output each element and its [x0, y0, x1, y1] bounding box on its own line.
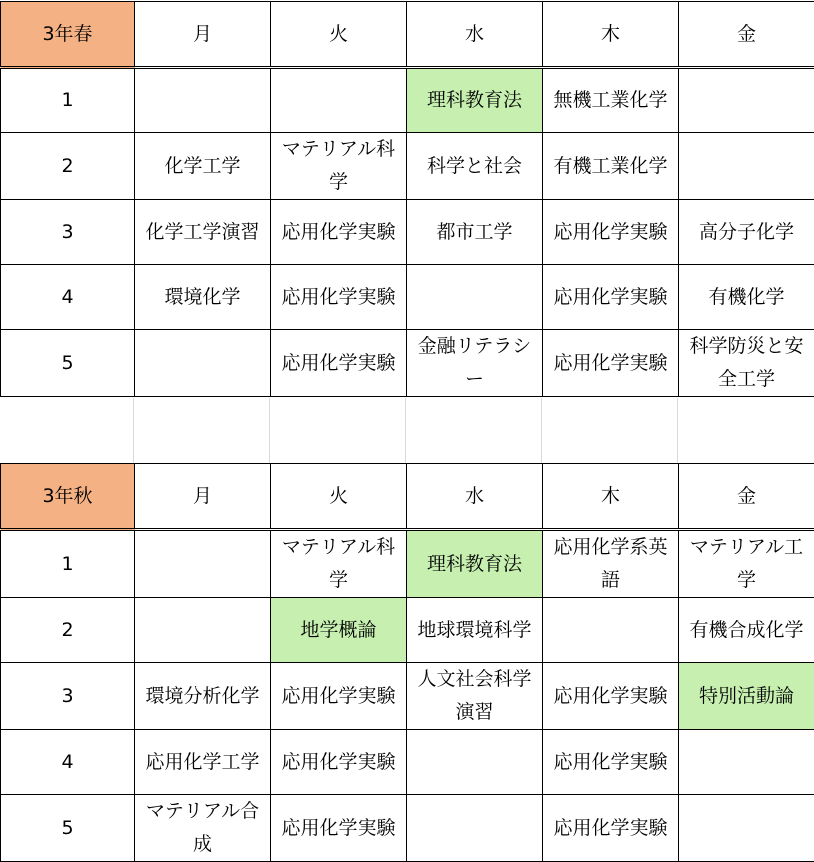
course-cell: 人文社会科学演習	[407, 663, 543, 730]
term-label: 3年春	[1, 2, 135, 68]
course-cell	[679, 68, 814, 133]
course-cell	[407, 795, 543, 862]
course-cell: 特別活動論	[679, 663, 814, 730]
course-cell: 地学概論	[271, 598, 407, 663]
course-cell	[543, 598, 679, 663]
course-cell	[407, 730, 543, 795]
course-cell: 応用化学実験	[543, 330, 679, 397]
course-cell: 応用化学実験	[271, 265, 407, 330]
day-header: 月	[135, 464, 271, 530]
period-row	[1, 265, 814, 330]
spacer-row	[0, 398, 814, 463]
course-cell: 高分子化学	[679, 200, 814, 265]
period-number: 2	[1, 133, 135, 200]
period-number: 5	[1, 330, 135, 397]
period-number: 3	[1, 200, 135, 265]
course-cell: 化学工学演習	[135, 200, 271, 265]
course-cell: マテリアル科学	[271, 133, 407, 200]
course-cell: 応用化学実験	[543, 730, 679, 795]
autumn-timetable	[0, 463, 814, 862]
period-row	[1, 795, 814, 862]
course-cell: 応用化学実験	[271, 795, 407, 862]
course-cell	[679, 795, 814, 862]
course-cell: 有機合成化学	[679, 598, 814, 663]
autumn-header-row	[1, 464, 814, 530]
period-row	[1, 530, 814, 598]
period-row	[1, 200, 814, 265]
course-cell: 応用化学実験	[271, 730, 407, 795]
course-cell	[135, 68, 271, 133]
course-cell: マテリアル科学	[271, 530, 407, 598]
spring-timetable	[0, 1, 814, 397]
day-header: 月	[135, 2, 271, 68]
day-header: 木	[543, 464, 679, 530]
course-cell: 有機化学	[679, 265, 814, 330]
course-cell: 応用化学実験	[271, 663, 407, 730]
course-cell: 応用化学実験	[543, 200, 679, 265]
period-row	[1, 730, 814, 795]
course-cell: 応用化学工学	[135, 730, 271, 795]
course-cell: 理科教育法	[407, 68, 543, 133]
course-cell: 科学防災と安全工学	[679, 330, 814, 397]
course-cell	[135, 598, 271, 663]
period-number: 4	[1, 265, 135, 330]
course-cell: 地球環境科学	[407, 598, 543, 663]
course-cell: マテリアル工学	[679, 530, 814, 598]
day-header: 金	[679, 2, 814, 68]
course-cell: 応用化学実験	[543, 265, 679, 330]
course-cell	[679, 730, 814, 795]
period-number: 1	[1, 530, 135, 598]
day-header: 火	[271, 2, 407, 68]
period-number: 5	[1, 795, 135, 862]
day-header: 水	[407, 2, 543, 68]
course-cell	[679, 133, 814, 200]
course-cell: 環境分析化学	[135, 663, 271, 730]
day-header: 金	[679, 464, 814, 530]
period-row	[1, 663, 814, 730]
day-header: 火	[271, 464, 407, 530]
course-cell	[271, 68, 407, 133]
course-cell: 金融リテラシー	[407, 330, 543, 397]
course-cell	[135, 330, 271, 397]
course-cell: 応用化学実験	[271, 330, 407, 397]
period-number: 4	[1, 730, 135, 795]
period-number: 2	[1, 598, 135, 663]
course-cell: 環境化学	[135, 265, 271, 330]
course-cell: 化学工学	[135, 133, 271, 200]
course-cell: 科学と社会	[407, 133, 543, 200]
day-header: 木	[543, 2, 679, 68]
period-row	[1, 68, 814, 133]
period-number: 1	[1, 68, 135, 133]
course-cell: 応用化学実験	[271, 200, 407, 265]
course-cell: 応用化学系英語	[543, 530, 679, 598]
course-cell	[135, 530, 271, 598]
course-cell: 応用化学実験	[543, 663, 679, 730]
period-row	[1, 598, 814, 663]
course-cell: 無機工業化学	[543, 68, 679, 133]
period-number: 3	[1, 663, 135, 730]
course-cell: 都市工学	[407, 200, 543, 265]
course-cell: 応用化学実験	[543, 795, 679, 862]
spring-header-row	[1, 2, 814, 68]
period-row	[1, 330, 814, 397]
term-label: 3年秋	[1, 464, 135, 530]
course-cell: マテリアル合成	[135, 795, 271, 862]
course-cell: 理科教育法	[407, 530, 543, 598]
day-header: 水	[407, 464, 543, 530]
period-row	[1, 133, 814, 200]
course-cell	[407, 265, 543, 330]
course-cell: 有機工業化学	[543, 133, 679, 200]
